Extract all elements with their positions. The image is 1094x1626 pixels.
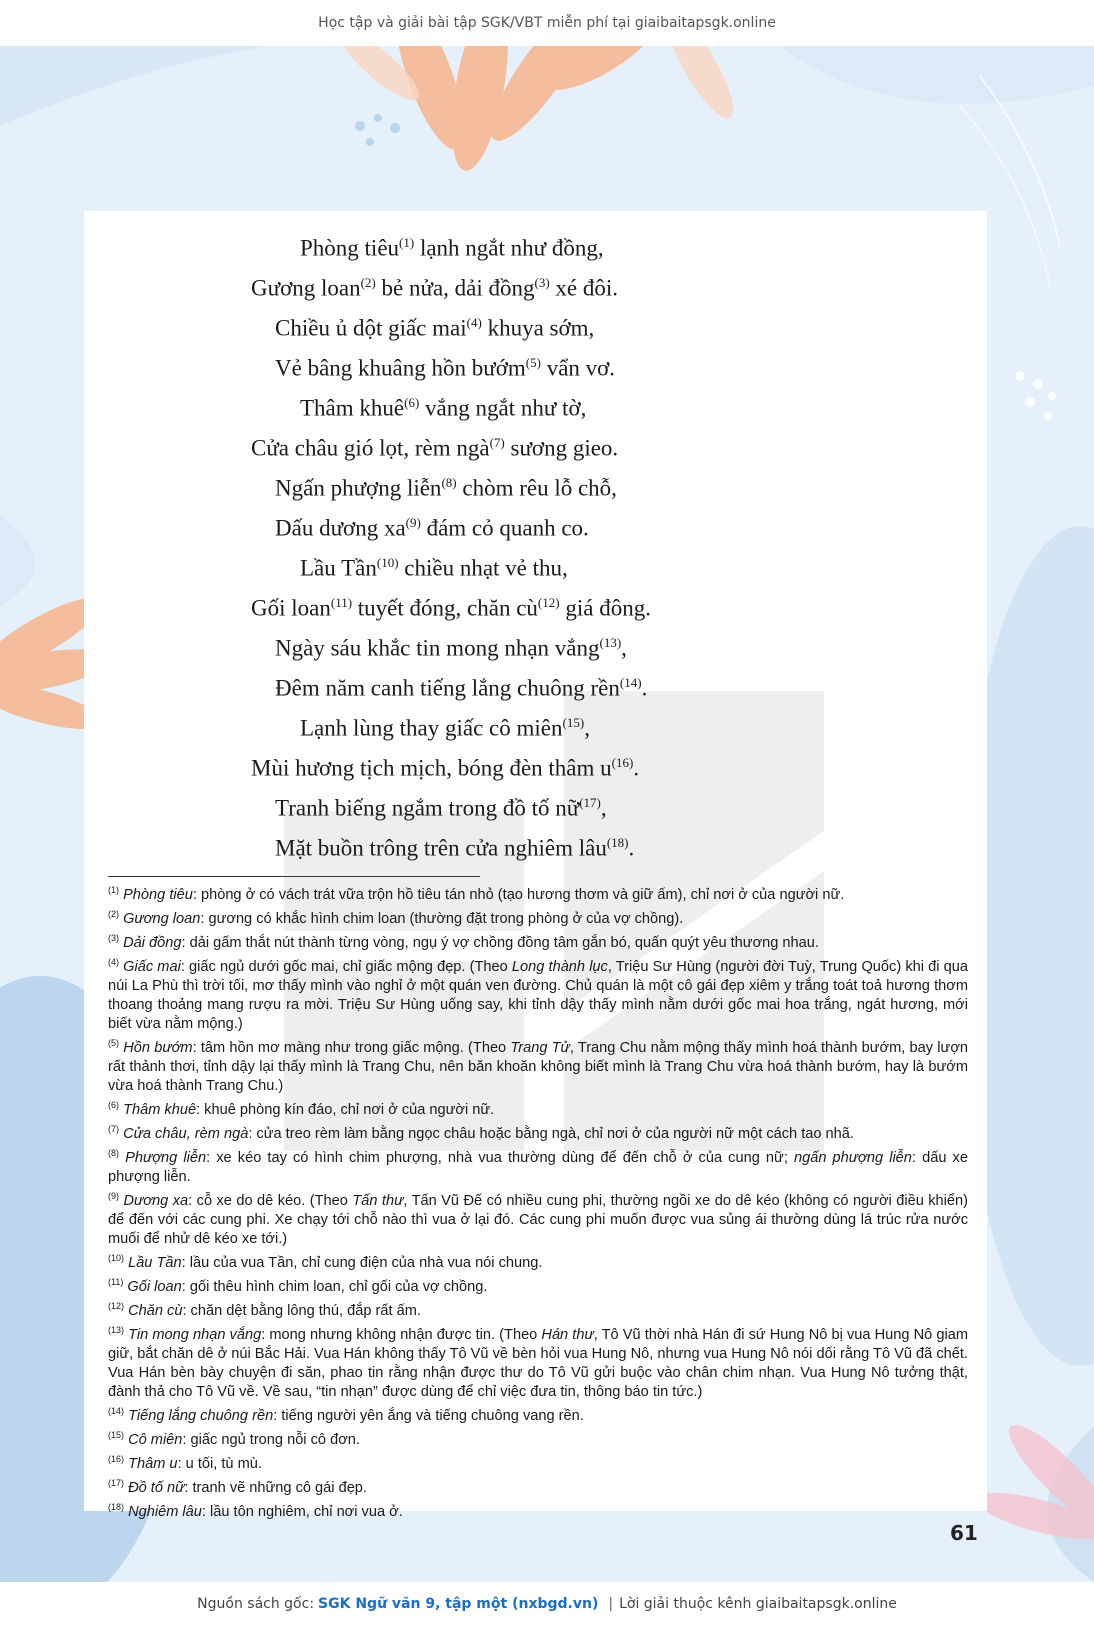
footnote: $^{(13)}$ Tin mong nhạn vắng: mong nhưng không nhận được tin. (Theo Hán thư, Tô Vũ thời nhà Hán đi sứ Hung Nô bị vua Hung Nô giam giữ, bắt chăn dê ở núi Bắc Hải. Vua Hán không thấy Tô Vũ về bèn hỏi vua Hung Nô, nhưng vua Hung Nô nói dối rằng Tô Vũ đã chết. Vua Hán bèn bày chuyện đi săn, phao tin rằng nhận được thư do Tô Vũ gửi buộc vào chân chim nhạn. Vua Hung Nô tưởng thật, đành thả cho Tô Vũ về. Về sau, “tin nhạn” được dùng để chỉ việc đưa tin, thông báo tin tức.) (108, 1325, 968, 1401)
verse-line: Ngấn phượng liễn$^{(8)}$ chòm rêu lỗ chỗ, (275, 475, 617, 501)
footnote: $^{(1)}$ Phòng tiêu: phòng ở có vách trát vữa trộn hồ tiêu tán nhỏ (tạo hương thơm và giữ ấm), chỉ nơi ở của người nữ. (108, 885, 845, 903)
footnote: $^{(16)}$ Thâm u: u tối, tù mù. (108, 1454, 262, 1473)
bottom-banner (0, 1582, 1094, 1626)
source-prefix: Nguồn sách gốc: (197, 1596, 315, 1612)
page-number: 61 (950, 1521, 978, 1545)
footnote: $^{(14)}$ Tiếng lắng chuông rền: tiếng người yên ắng và tiếng chuông vang rền. (108, 1406, 584, 1425)
verse-line: Gối loan$^{(11)}$ tuyết đóng, chăn $cù^{(12)}$ giá đông. (251, 595, 651, 621)
footnote: $^{(7)}$ Cửa châu, rèm ngà: cửa treo rèm làm bằng ngọc châu hoặc bằng ngà, chỉ nơi ở của người nữ một cách tao nhã. (108, 1124, 854, 1143)
verse-line: Chiều ủ dột giấc mai$^{(4)}$ khuya sớm, (275, 315, 595, 341)
top-banner-text: Học tập và giải bài tập SGK/VBT miễn phí tại giaibaitapsgk.online (318, 15, 776, 31)
footnote: $^{(12)}$ Chăn cù: chăn dệt bằng lông thú, đắp rất ấm. (108, 1301, 421, 1320)
verse-line: Đêm năm canh tiếng lắng chuông rền$^{(14)}$. (275, 675, 648, 701)
verse-line: Vẻ bâng khuâng hồn bướm$^{(5)}$ vẩn vơ. (275, 355, 616, 381)
footnote: $^{(11)}$ Gối loan: gối thêu hình chim loan, chỉ gối của vợ chồng. (108, 1277, 488, 1296)
verse-line: Lạnh lùng thay giấc cô miên$^{(15)}$, (300, 715, 590, 741)
footnote: $^{(5)}$ Hồn bướm: tâm hồn mơ màng như trong giấc mộng. (Theo Trang Tử, Trang Chu nằm mộng thấy mình hoá thành bướm, bay lượn rất thảnh thơi, tỉnh dậy lại thấy mình là Trang Chu, nên băn khoăn không biết mình là Trang Chu vừa hoá thành bướm, hay là bướm vừa hoá thành Trang Chu.) (108, 1038, 968, 1095)
page-content (84, 211, 987, 1521)
top-banner (0, 0, 1094, 46)
verse-line: Ngày sáu khắc tin mong nhạn vắng$^{(13)}$, (275, 635, 627, 661)
footnote: $^{(17)}$ Đồ tố nữ: tranh vẽ những cô gái đẹp. (108, 1478, 367, 1497)
footnote: $^{(2)}$ Gương loan: gương có khắc hình chim loan (thường đặt trong phòng ở của vợ chồng). (108, 908, 684, 927)
source-suffix: Lời giải thuộc kênh giaibaitapsgk.online (619, 1596, 897, 1612)
footnote: $^{(10)}$ Lầu Tần: lầu của vua Tần, chỉ cung điện của nhà vua nói chung. (108, 1253, 543, 1272)
source-link[interactable]: SGK Ngữ văn 9, tập một (nxbgd.vn) (318, 1596, 599, 1612)
footnote: $^{(8)}$ Phượng liễn: xe kéo tay có hình chim phượng, nhà vua thường dùng để đến chỗ ở của cung nữ; ngấn phượng liễn: dấu xe phượng liễn. (108, 1148, 968, 1186)
footnote: $^{(18)}$ Nghiêm lâu: lầu tôn nghiêm, chỉ nơi vua ở. (108, 1502, 403, 1521)
verse-line: Mùi hương tịch mịch, bóng đèn thâm $u^{(16)}$. (251, 755, 640, 781)
verse-line: Gương loan$^{(2)}$ bẻ nửa, dải đồng$^{(3)}$ xé đôi. (251, 275, 619, 301)
footnote-divider (108, 876, 480, 877)
verse-line: Thâm khuê$^{(6)}$ vắng ngắt như tờ, (300, 395, 587, 421)
footnote: $^{(6)}$ Thâm khuê: khuê phòng kín đáo, chỉ nơi ở của người nữ. (108, 1100, 495, 1119)
footnotes (108, 881, 968, 1522)
separator: | (608, 1596, 614, 1612)
book-page (0, 46, 1094, 1582)
verse-line: Tranh biếng ngắm trong đồ tố nữ$^{(17)}$, (275, 795, 607, 821)
verse-line: Lầu Tần$^{(10)}$ chiều nhạt vẻ thu, (300, 555, 568, 581)
footnote: $^{(15)}$ Cô miên: giấc ngủ trong nỗi cô đơn. (108, 1430, 360, 1449)
footnote: $^{(4)}$ Giấc mai: giấc ngủ dưới gốc mai, chỉ giấc mộng đẹp. (Theo Long thành lục, Triệu Sư Hùng (người đời Tuỳ, Trung Quốc) khi đi qua núi La Phù thì trời tối, mơ thấy mình vào nghỉ ở một quán ven đường. Chủ quán là một cô gái đẹp xiêm y trắng toát toả hương thơm thoang thoảng mang rượu ra mời. Triệu Sư Hùng uống say, khi tỉnh dậy thấy mình nằm dưới gốc mai hoa trắng, ngát hương, mới biết vừa nằm mộng.) (108, 956, 968, 1032)
verse-line: Cửa châu gió lọt, rèm ngà$^{(7)}$ sương gieo. (251, 435, 619, 461)
verse-line: Mặt buồn trông trên cửa nghiêm lâu$^{(18)}$. (275, 835, 635, 861)
verse-line: Dấu dương $xa^{(9)}$ đám cỏ quanh co. (275, 515, 589, 541)
footnote: $^{(9)}$ Dương xa: cỗ xe do dê kéo. (Theo Tấn thư, Tấn Vũ Đế có nhiều cung phi, thường ngồi xe do dê kéo (không có người điều khiển) để đến với các cung phi. Xe chạy tới chỗ nào thì vua ở lại đó. Các cung phi muốn được vua sủng ái thường dùng lá trúc rửa nước muối để nhử dê kéo xe tới.) (108, 1191, 969, 1248)
footnote: $^{(3)}$ Dải đồng: dải gấm thắt nút thành từng vòng, ngụ ý vợ chồng đồng tâm gắn bó, quấn quýt yêu thương nhau. (108, 932, 819, 951)
verse-line: Phòng tiêu$^{(1)}$ lạnh ngắt như đồng, (300, 235, 604, 261)
